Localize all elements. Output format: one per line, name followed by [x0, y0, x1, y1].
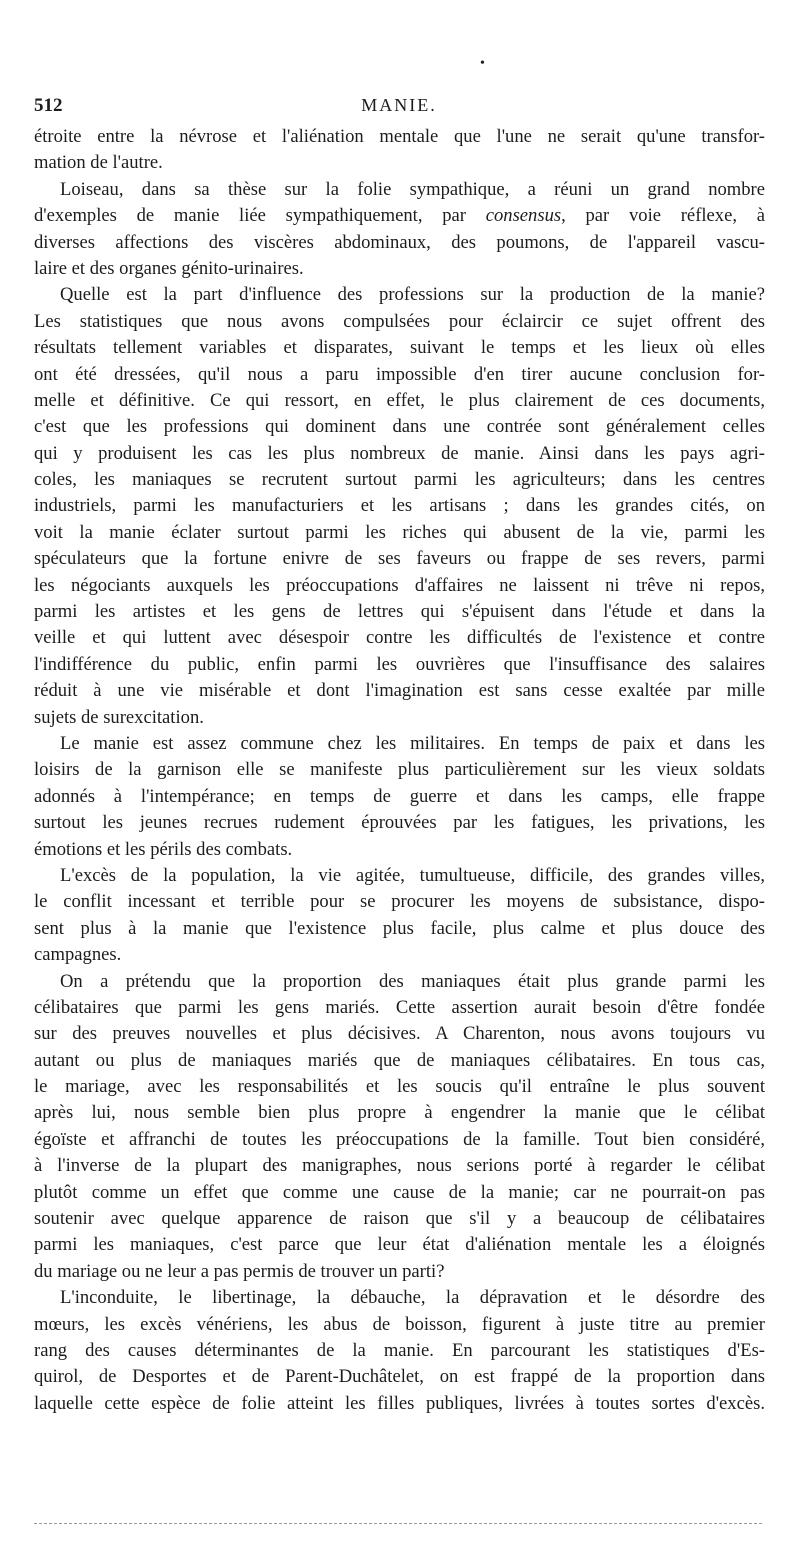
- paragraph-start-line: Quelle est la part d'influence des professions sur la production de la manie?: [60, 284, 765, 306]
- text-line: melle et définitive. Ce qui ressort, en effet, le plus clairement de ces documents,: [34, 389, 765, 411]
- text-line: sent plus à la manie que l'existence plus facile, plus calme et plus douce des: [34, 917, 765, 939]
- text-line: le conflit incessant et terrible pour se procurer les moyens de subsistance, dispo-: [34, 891, 765, 913]
- text-line: résultats tellement variables et disparates, suivant le temps et les lieux où elles: [34, 337, 765, 359]
- text-line: à l'inverse de la plupart des manigraphes, nous serions porté à regarder le célibat: [34, 1155, 765, 1177]
- text-line: parmi les maniaques, c'est parce que leur état d'aliénation mentale les a éloignés: [34, 1234, 765, 1256]
- text-line: rang des causes déterminantes de la manie. En parcourant les statistiques d'Es-: [34, 1339, 765, 1361]
- body-text: [34, 124, 765, 1417]
- text-line: Les statistiques que nous avons compulsées pour éclaircir ce sujet offrent des: [34, 310, 765, 332]
- text-line: soutenir avec quelque apparence de raison que s'il y a beaucoup de célibataires: [34, 1208, 765, 1230]
- text-line: adonnés à l'intempérance; en temps de guerre et dans les camps, elle frappe: [34, 785, 765, 807]
- text-line: [34, 203, 765, 229]
- text-line: surtout les jeunes recrues rudement éprouvées par les fatigues, les privations, les: [34, 812, 765, 834]
- text-line: industriels, parmi les manufacturiers et les artisans ; dans les grandes cités, on: [34, 495, 765, 517]
- paragraph-start-line: L'excès de la population, la vie agitée, tumultueuse, difficile, des grandes villes,: [60, 864, 765, 886]
- text-line: égoïste et affranchi de toutes les préoccupations de la famille. Tout bien considéré,: [34, 1128, 765, 1150]
- printer-mark: •: [480, 56, 485, 71]
- emphasis-text: consensus: [485, 205, 562, 227]
- text-line: émotions et les périls des combats.: [34, 838, 293, 860]
- text-line: c'est que les professions qui dominent dans une contrée sont généralement celles: [34, 416, 765, 438]
- text-line: du mariage ou ne leur a pas permis de trouver un parti?: [34, 1260, 445, 1282]
- text-line: parmi les artistes et les gens de lettres qui s'épuisent dans l'étude et dans la: [34, 601, 765, 623]
- text-line: plutôt comme un effet que comme une cause de la manie; car ne pourrait-on pas: [34, 1181, 765, 1203]
- paragraph-start-line: Le manie est assez commune chez les militaires. En temps de paix et dans les: [60, 732, 765, 754]
- text-fragment: d'exemples de manie liée sympathiquement, par: [34, 205, 466, 227]
- text-line: veille et qui luttent avec désespoir contre les difficultés de l'existence et contre: [34, 627, 765, 649]
- text-line: le mariage, avec les responsabilités et les soucis qu'il entraîne le plus souvent: [34, 1076, 765, 1098]
- text-line: sujets de surexcitation.: [34, 706, 204, 728]
- text-line: loisirs de la garnison elle se manifeste plus particulièrement sur les vieux soldats: [34, 759, 765, 781]
- text-line: autant ou plus de maniaques mariés que de maniaques célibataires. En tous cas,: [34, 1049, 765, 1071]
- footer-rule: [34, 1523, 762, 1524]
- text-line: réduit à une vie misérable et dont l'imagination est sans cesse exaltée par mille: [34, 680, 765, 702]
- text-line: mation de l'autre.: [34, 152, 163, 174]
- page-header: [34, 95, 764, 125]
- page-number: 512: [34, 95, 63, 116]
- text-line: mœurs, les excès vénériens, les abus de boisson, figurent à juste titre au premier: [34, 1313, 765, 1335]
- text-line: quirol, de Desportes et de Parent-Duchâtelet, on est frappé de la proportion dans: [34, 1366, 765, 1388]
- paragraph-start-line: L'inconduite, le libertinage, la débauche, la dépravation et le désordre des: [60, 1287, 765, 1309]
- text-line: campagnes.: [34, 944, 122, 966]
- text-line: ont été dressées, qu'il nous a paru impossible d'en tirer aucune conclusion for-: [34, 363, 765, 385]
- text-line: coles, les maniaques se recrutent surtout parmi les agriculteurs; dans les centres: [34, 469, 765, 491]
- text-line: l'indifférence du public, enfin parmi les ouvrières que l'insuffisance des salaires: [34, 653, 765, 675]
- text-line: spéculateurs que la fortune enivre de ses faveurs ou frappe de ses revers, parmi: [34, 548, 765, 570]
- text-line: voit la manie éclater surtout parmi les riches qui abusent de la vie, parmi les: [34, 521, 765, 543]
- text-line: diverses affections des viscères abdominaux, des poumons, de l'appareil vascu-: [34, 231, 765, 253]
- text-line: laire et des organes génito-urinaires.: [34, 257, 304, 279]
- text-line: sur des preuves nouvelles et plus décisives. A Charenton, nous avons toujours vu: [34, 1023, 765, 1045]
- text-line: célibataires que parmi les gens mariés. Cette assertion aurait besoin d'être fondée: [34, 996, 765, 1018]
- text-line: après lui, nous semble bien plus propre à engendrer la manie que le célibat: [34, 1102, 765, 1124]
- text-line: laquelle cette espèce de folie atteint les filles publiques, livrées à toutes sortes d'excès.: [34, 1392, 765, 1414]
- paragraph-start-line: Loiseau, dans sa thèse sur la folie sympathique, a réuni un grand nombre: [60, 178, 765, 200]
- paragraph-start-line: On a prétendu que la proportion des maniaques était plus grande parmi les: [60, 970, 765, 992]
- text-line: les négociants auxquels les préoccupations d'affaires ne laissent ni trêve ni repos,: [34, 574, 765, 596]
- text-line: qui y produisent les cas les plus nombreux de manie. Ainsi dans les pays agri-: [34, 442, 765, 464]
- text-line: étroite entre la névrose et l'aliénation mentale que l'une ne serait qu'une transfor-: [34, 126, 765, 147]
- running-head: MANIE.: [361, 95, 437, 115]
- text-fragment: , par voie réflexe, à: [561, 205, 765, 227]
